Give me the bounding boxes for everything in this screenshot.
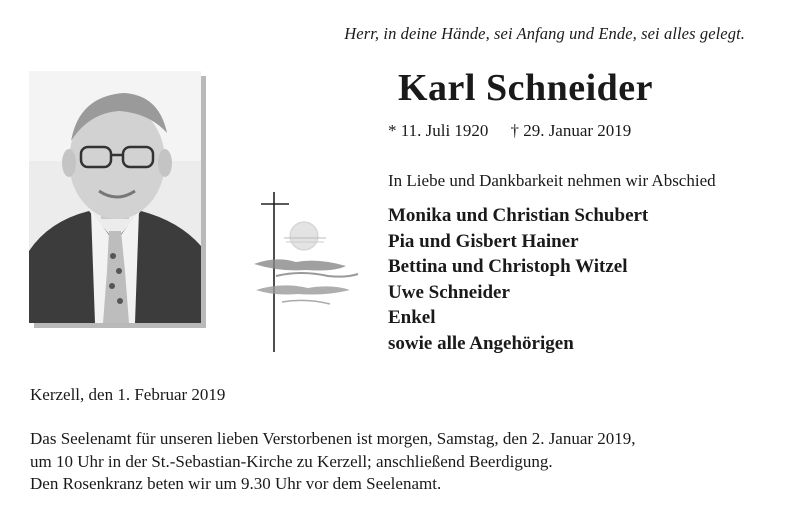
notice-line: Den Rosenkranz beten wir um 9.30 Uhr vor dem Seelenamt. (30, 474, 442, 493)
mourner-item: sowie alle Angehörigen (388, 332, 574, 354)
cross-icon (246, 186, 376, 356)
funeral-notice (30, 428, 790, 496)
death-date: † 29. Januar 2019 (510, 121, 632, 140)
notice-line: Das Seelenamt für unseren lieben Verstorbenen ist morgen, Samstag, den 2. Januar 2019, (30, 429, 636, 448)
deceased-name: Karl Schneider (398, 67, 654, 109)
birth-date: * 11. Juli 1920 (388, 121, 489, 140)
farewell-intro: In Liebe und Dankbarkeit nehmen wir Abschied (388, 171, 716, 190)
mourner-item: Enkel (388, 307, 436, 328)
notice-line: um 10 Uhr in der St.-Sebastian-Kirche zu Kerzell; anschließend Beerdigung. (30, 451, 553, 471)
life-dates (388, 121, 631, 141)
cross-landscape-illustration (246, 186, 376, 356)
mourner-item: Monika und Christian Schubert (388, 205, 649, 226)
mourner-item: Pia und Gisbert Hainer (388, 230, 579, 252)
place-and-date: Kerzell, den 1. Februar 2019 (30, 385, 226, 404)
portrait-illustration (29, 71, 201, 323)
portrait-photo (29, 71, 201, 323)
motto-verse: Herr, in deine Hände, sei Anfang und Ende, sei alles gelegt. (344, 24, 745, 43)
mourner-item: Bettina und Christoph Witzel (388, 256, 628, 277)
mourners-list (388, 203, 648, 356)
mourner-item: Uwe Schneider (388, 281, 510, 303)
